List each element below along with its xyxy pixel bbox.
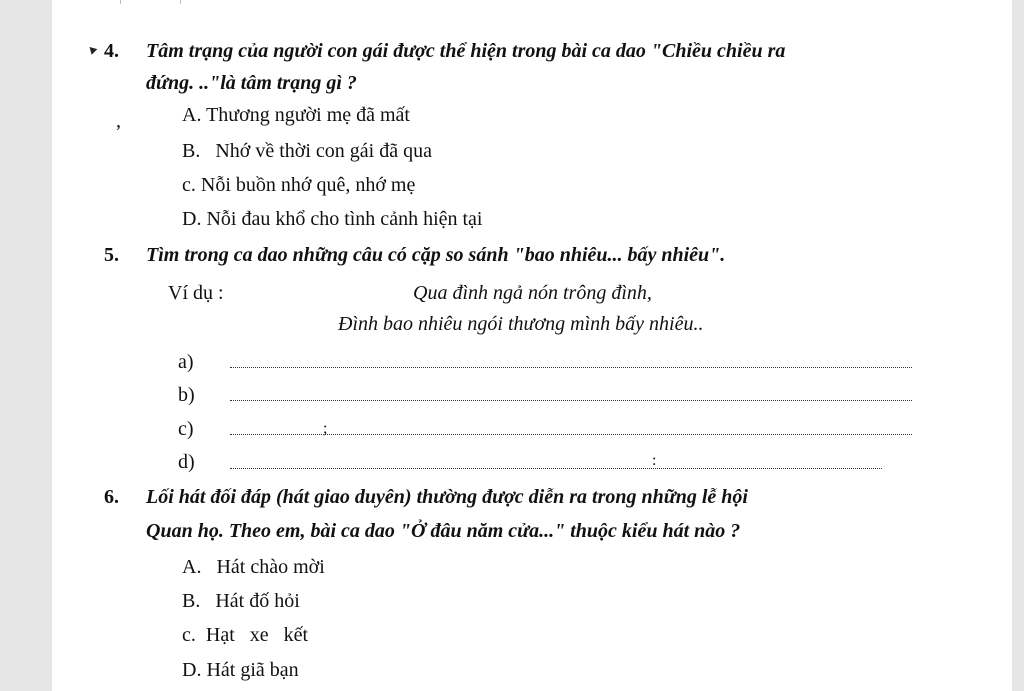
answer-c-separator: ; xyxy=(323,420,329,437)
answer-line-d[interactable] xyxy=(230,468,882,469)
q5-number: 5. xyxy=(104,244,119,266)
q6-option-a: A. Hát chào mời xyxy=(182,556,325,578)
answer-line-b[interactable] xyxy=(230,400,912,401)
example-line1: Qua đình ngả nón trông đình, xyxy=(413,282,652,304)
q4-text-line1: Tâm trạng của người con gái được thể hiện trong bài ca dao "Chiều chiều ra xyxy=(146,40,786,62)
q6-option-c: c. Hạt xe kết xyxy=(182,624,309,646)
answer-line-a[interactable] xyxy=(230,367,912,368)
answer-label-b: b) xyxy=(178,384,195,406)
q4-option-c: c. Nỗi buồn nhớ quê, nhớ mẹ xyxy=(182,174,416,196)
answer-line-c[interactable] xyxy=(230,434,912,435)
example-label: Ví dụ : xyxy=(168,282,224,304)
q4-option-d: D. Nỗi đau khổ cho tình cảnh hiện tại xyxy=(182,208,483,230)
q5-text: Tìm trong ca dao những câu có cặp so sánh "bao nhiêu... bấy nhiêu". xyxy=(146,244,726,266)
q6-number: 6. xyxy=(104,486,119,508)
answer-label-a: a) xyxy=(178,351,194,373)
ruler-marks xyxy=(120,0,200,6)
q6-text-line1: Lối hát đối đáp (hát giao duyên) thường được diễn ra trong những lễ hội xyxy=(146,486,748,508)
answer-d-separator: : xyxy=(652,452,658,469)
q6-text-line2: Quan họ. Theo em, bài ca dao "Ở đâu năm cửa..." thuộc kiểu hát nào ? xyxy=(146,520,741,542)
answer-label-d: d) xyxy=(178,451,195,473)
example-line2: Đình bao nhiêu ngói thương mình bấy nhiêu.. xyxy=(338,313,704,335)
q6-option-b: B. Hát đố hỏi xyxy=(182,590,300,612)
q4-number: 4. xyxy=(104,40,119,62)
stray-mark: , xyxy=(116,110,121,132)
q4-option-a: A. Thương người mẹ đã mất xyxy=(182,104,410,126)
q4-text-line2: đứng. .."là tâm trạng gì ? xyxy=(146,72,357,94)
q6-option-d: D. Hát giã bạn xyxy=(182,659,299,681)
q4-option-b: B. Nhớ về thời con gái đã qua xyxy=(182,140,432,162)
answer-label-c: c) xyxy=(178,418,194,440)
